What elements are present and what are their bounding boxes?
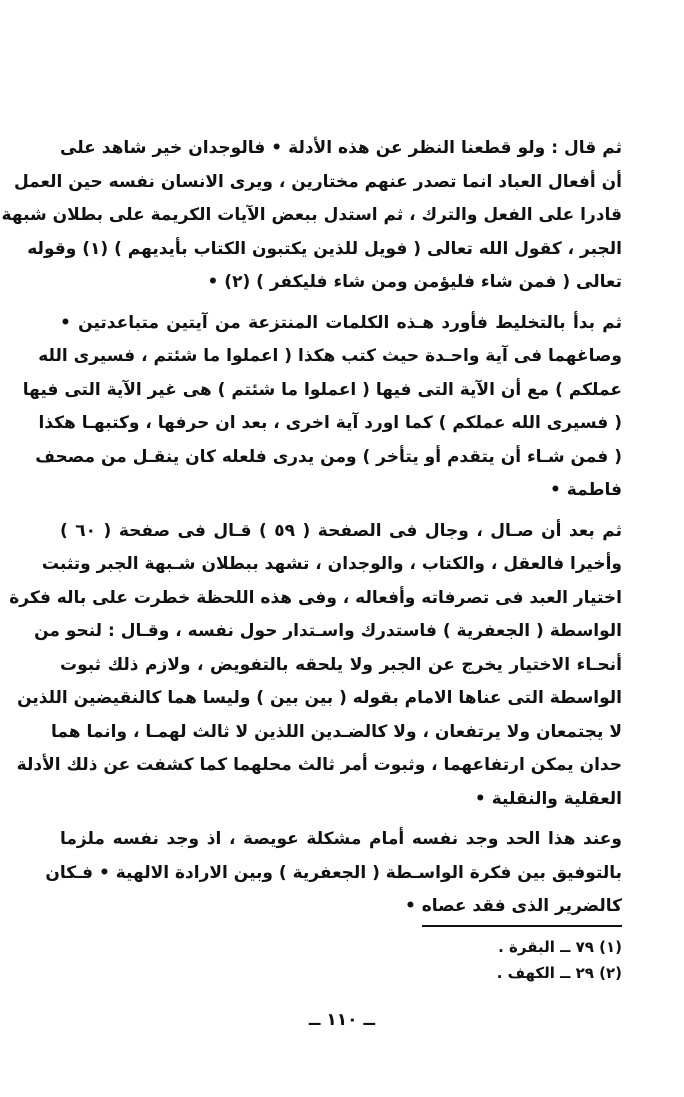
text-line: حدان يمكن ارتفاعهما ، وثبوت أمر ثالث محلهما كما كشفت عن ذلك الأدلة [16,755,622,775]
text-line: فاطمة • [549,480,622,500]
text-line: تعالى ( فمن شاء فليؤمن ومن شاء فليكفر ) (٢) • [207,272,622,292]
footnote-1: (١) ٧٩ ــ البقرة . [498,938,622,956]
footnotes [497,934,622,986]
text-line: بالتوفيق بين فكرة الواسـطة ( الجعفرية ) وبين الارادة الالهية • فـكان [45,862,622,883]
page-number: ــ ١١٠ ــ [308,1010,376,1030]
text-line: أنحـاء الاختيار يخرج عن الجبر ولا يلحقه بالتفويض ، ولازم ذلك ثبوت [60,654,622,675]
text-line: قادرا على الفعل والترك ، ثم استدل ببعض الآيات الكريمة على بطلان شبهة [1,205,622,225]
text-line: الجبر ، كقول الله تعالى ( فويل للذين يكتبون الكتاب بأيديهم ) (١) وقوله [27,238,622,259]
footnote-divider [422,925,622,927]
text-line: وعند هذا الحد وجد نفسه أمام مشكلة عويصة ، اذ وجد نفسه ملزما [60,829,622,849]
text-line: الواسطة التى عناها الامام بقوله ( بين بين ) وليسا هما كالنقيضين اللذين [17,688,622,708]
paragraph-4 [45,823,622,924]
text-line: عملكم ) مع أن الآية التى فيها ( اعملوا ما شئتم ) هى غير الآية التى فيها [22,379,622,400]
text-line: الواسطة ( الجعفرية ) فاستدرك واسـتدار حول نفسه ، وقـال : لنحو من [34,621,622,641]
text-line: ثم بعد أن صـال ، وجال فى الصفحة ( ٥٩ ) قـال فى صفحة ( ٦٠ ) [60,520,622,541]
footnote-2: (٢) ٢٩ ــ الكهف . [496,964,622,982]
text-line: أن أفعال العباد انما تصدر عنهم مختارين ، ويرى الانسان نفسه حين العمل [13,171,622,192]
text-line: العقلية والنقلية • [474,788,622,809]
text-line: كالضرير الذى فقد عصاه • [404,896,622,916]
main-text [1,132,622,931]
paragraph-3 [9,515,622,817]
text-line: اختيار العبد فى تصرفاته وأفعاله ، وفى هذه اللحظة خطرت على باله فكرة [9,587,622,608]
paragraph-2 [22,307,622,508]
text-line: ثم بدأ بالتخليط فأورد هـذه الكلمات المنتزعة من آيتين متباعدتين • [60,312,622,333]
paragraph-1 [1,132,622,300]
text-line: ثم قال : ولو قطعنا النظر عن هذه الأدلة • فالوجدان خير شاهد على [60,138,622,158]
text-line: وأخيرا فالعقل ، والكتاب ، والوجدان ، تشهد ببطلان شـبهة الجبر وتثبت [41,554,622,574]
text-line: ( فمن شـاء أن يتقدم أو يتأخر ) ومن يدرى فلعله كان ينقـل من مصحف [35,446,622,467]
text-line: لا يجتمعان ولا يرتفعان ، ولا كالضـدين اللذين لا ثالث لهمـا ، وانما هما [51,721,622,742]
text-line: ( فسيرى الله عملكم ) كما اورد آية اخرى ، بعد ان حرفها ، وكتبهـا هكذا [38,413,622,433]
text-line: وصاغهما فى آية واحـدة حيث كتب هكذا ( اعملوا ما شئتم ، فسيرى الله [38,346,622,366]
